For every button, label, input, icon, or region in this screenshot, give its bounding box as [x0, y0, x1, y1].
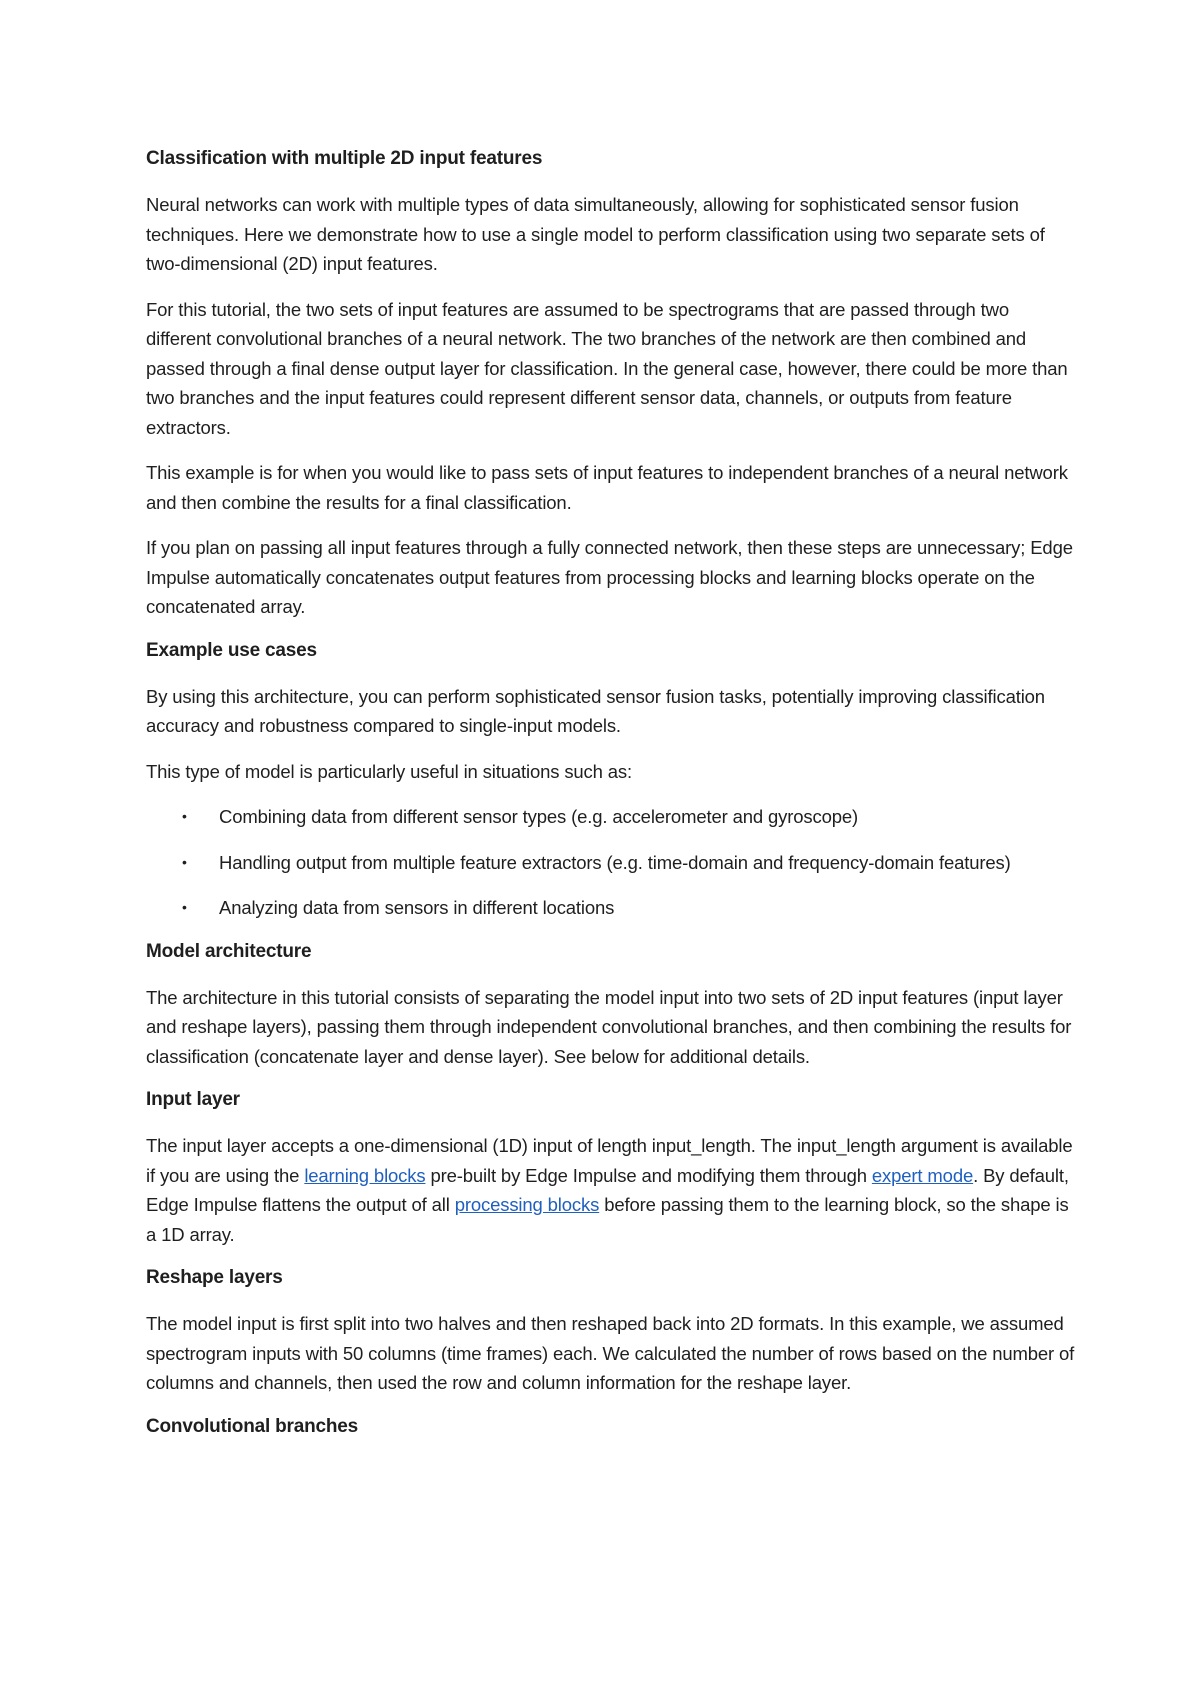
use-cases-paragraph-2: This type of model is particularly useful in situations such as:	[146, 760, 633, 782]
section-heading-use-cases: Example use cases	[146, 639, 317, 661]
input-layer-text-3: . By default, Edge Impulse flattens the output of all	[146, 1164, 1069, 1215]
processing-blocks-link[interactable]: processing blocks	[454, 1194, 600, 1215]
intro-paragraph-2: For this tutorial, the two sets of input features are assumed to be spectrograms that are passed through two different convolutional branches of a neural network. The two branches of the network are then combined and passed through a final dense output layer for classification. In the general case, however, there could be more than two branches and the input features could represent different sensor data, channels, or outputs from feature extractors.	[146, 298, 1068, 438]
list-item	[146, 848, 1076, 878]
intro-paragraph-4: If you plan on passing all input features through a fully connected network, then these steps are unnecessary; Edge Impulse automatically concatenates output features from processing blocks and learning blocks operate on the concatenated array.	[146, 537, 1073, 617]
list-item	[146, 893, 1076, 923]
input-layer-text-1: The input layer accepts a one-dimensional (1D) input of length input_length. The input_length argument is available if you are using the	[146, 1135, 1073, 1186]
document-page	[146, 146, 1076, 1458]
document-title: Classification with multiple 2D input features	[146, 148, 543, 169]
learning-blocks-link[interactable]: learning blocks	[304, 1164, 426, 1186]
section-heading-input-layer: Input layer	[146, 1089, 240, 1110]
expert-mode-link[interactable]: expert mode	[871, 1164, 974, 1186]
input-layer-text-2: pre-built by Edge Impulse and modifying them through	[425, 1164, 872, 1186]
list-item-text: Handling output from multiple feature extractors (e.g. time-domain and frequency-domain features)	[219, 851, 1011, 873]
use-cases-list	[146, 802, 1076, 923]
intro-paragraph-3: This example is for when you would like to pass sets of input features to independent branches of a neural network and then combine the results for a final classification.	[146, 462, 1068, 513]
section-heading-reshape-layers: Reshape layers	[146, 1267, 283, 1288]
intro-paragraph-1: Neural networks can work with multiple types of data simultaneously, allowing for sophisticated sensor fusion techniques. Here we demonstrate how to use a single model to perform classification using two separate sets of two-dimensional (2D) input features.	[146, 194, 1045, 274]
input-layer-text-4: before passing them to the learning block, so the shape is a 1D array.	[146, 1194, 1069, 1245]
reshape-paragraph: The model input is first split into two halves and then reshaped back into 2D formats. In this example, we assumed spectrogram inputs with 50 columns (time frames) each. We calculated the number of rows based on the number of columns and channels, then used the row and column information for the reshape layer.	[146, 1313, 1075, 1393]
bullet-icon: •	[182, 853, 187, 870]
bullet-icon: •	[182, 808, 187, 824]
section-heading-convolutional-branches: Convolutional branches	[146, 1415, 359, 1437]
architecture-paragraph: The architecture in this tutorial consists of separating the model input into two sets of 2D input features (input layer and reshape layers), passing them through independent convolutional branches, and then combining the results for classification (concatenate layer and dense layer). See below for additional details.	[146, 986, 1072, 1067]
list-item	[146, 802, 1076, 832]
list-item-text: Analyzing data from sensors in different locations	[219, 897, 615, 918]
input-layer-paragraph	[146, 1131, 1076, 1249]
list-item-text: Combining data from different sensor types (e.g. accelerometer and gyroscope)	[219, 806, 859, 827]
section-heading-model-architecture: Model architecture	[146, 940, 312, 962]
bullet-icon: •	[182, 899, 187, 915]
use-cases-paragraph-1: By using this architecture, you can perform sophisticated sensor fusion tasks, potentially improving classification accuracy and robustness compared to single-input models.	[146, 685, 1045, 736]
